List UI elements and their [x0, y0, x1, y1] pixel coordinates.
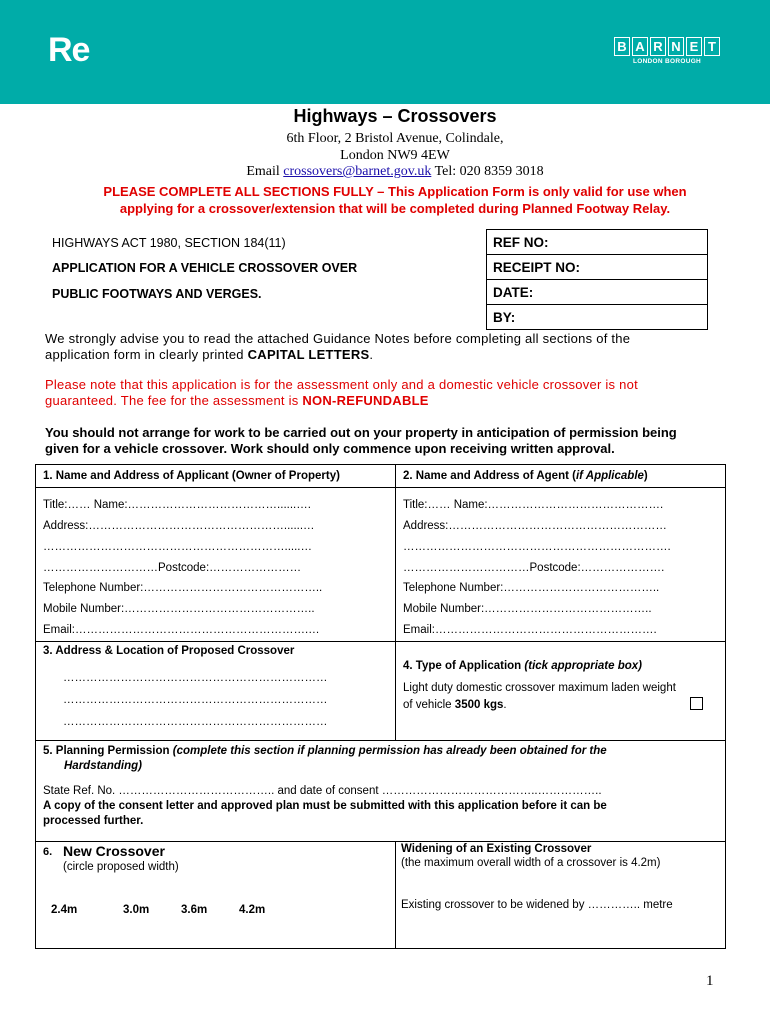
address-line-2: London NW9 4EW — [340, 148, 450, 163]
divider-v1 — [395, 465, 396, 741]
state-ref-field[interactable]: State Ref. No. ………………………………….. and date of consent …………………………………..…………….. — [43, 785, 602, 797]
applicant-address-2[interactable]: ……………………………………………………….....… — [43, 541, 312, 553]
widening-heading: Widening of an Existing Crossover — [401, 843, 592, 855]
section1-heading: 1. Name and Address of Applicant (Owner of Property) — [43, 470, 340, 482]
act-title-2: PUBLIC FOOTWAYS AND VERGES. — [52, 287, 262, 301]
weight-text — [403, 699, 507, 711]
ref-no-field[interactable]: REF NO: — [487, 230, 707, 255]
consent-note-2: processed further. — [43, 815, 144, 827]
logo-letter: B — [614, 37, 630, 56]
advice-emphasis: CAPITAL LETTERS — [247, 347, 370, 362]
advice-period: . — [369, 347, 374, 362]
agent-mobile[interactable]: Mobile Number:…………………………………….. — [403, 603, 652, 615]
width-option-2-4[interactable]: 2.4m — [51, 904, 78, 916]
section2-heading — [403, 470, 648, 482]
logo-subtitle: LONDON BOROUGH — [632, 58, 702, 65]
agent-postcode[interactable]: ……………………………Postcode:…………………. — [403, 562, 665, 574]
divider-h4 — [36, 841, 725, 842]
consent-note-1: A copy of the consent letter and approved plan must be submitted with this application before it can be — [43, 800, 607, 812]
contact-line — [0, 164, 770, 180]
by-field[interactable]: BY: — [493, 310, 516, 325]
width-option-3-6[interactable]: 3.6m — [181, 904, 208, 916]
caution-paragraph — [45, 425, 715, 457]
barnet-logo — [614, 37, 720, 65]
applicant-telephone[interactable]: Telephone Number:……………………………………….. — [43, 582, 323, 594]
office-use-box — [486, 229, 708, 330]
email-link[interactable]: crossovers@barnet.gov.uk — [283, 164, 432, 179]
agent-telephone[interactable]: Telephone Number:………………………………….. — [403, 582, 660, 594]
weight-prefix: of vehicle — [403, 699, 452, 711]
act-reference: HIGHWAYS ACT 1980, SECTION 184(11) — [52, 236, 286, 250]
weight-value: 3500 kgs — [454, 699, 504, 711]
address-line-1: 6th Floor, 2 Bristol Avenue, Colindale, — [286, 131, 504, 146]
section4-heading-italic: (tick appropriate box) — [524, 660, 642, 672]
divider-h1 — [36, 487, 725, 488]
logo-letter: T — [704, 37, 720, 56]
section6-number: 6. — [43, 846, 53, 858]
section4-heading — [403, 660, 642, 672]
warning-text — [60, 183, 730, 217]
warning-line-2: applying for a crossover/extension that will be completed during Planned Footway Relay. — [119, 201, 671, 216]
location-line-3[interactable]: …………………………………………………………… — [63, 716, 328, 728]
divider-h3 — [36, 740, 725, 741]
light-duty-checkbox[interactable] — [690, 697, 703, 710]
telephone: Tel: 020 8359 3018 — [434, 164, 544, 179]
section2-heading-close: ) — [643, 470, 648, 482]
logo-letter: A — [632, 37, 648, 56]
divider-h2 — [36, 641, 725, 642]
applicant-title-name[interactable]: Title:…… Name:…………………………………......…. — [43, 499, 311, 511]
applicant-mobile[interactable]: Mobile Number:………………………………………….. — [43, 603, 315, 615]
light-duty-text: Light duty domestic crossover maximum laden weight — [403, 682, 676, 694]
width-option-4-2[interactable]: 4.2m — [239, 904, 266, 916]
advice-text: application form in clearly printed — [45, 347, 244, 362]
page-number: 1 — [706, 973, 714, 989]
section5-heading-italic-2: Hardstanding) — [64, 760, 142, 772]
widening-field[interactable]: Existing crossover to be widened by ………….. metre — [401, 899, 673, 911]
notice-paragraph — [45, 377, 715, 409]
email-prefix: Email — [246, 164, 280, 179]
notice-line-1: Please note that this application is for the assessment only and a domestic vehicle crossover is not — [45, 377, 638, 392]
section4-heading-text: 4. Type of Application — [403, 660, 522, 672]
notice-text: guaranteed. The fee for the assessment is — [45, 393, 299, 408]
re-logo: Re — [48, 31, 90, 69]
location-line-2[interactable]: …………………………………………………………… — [63, 694, 328, 706]
agent-title-name[interactable]: Title:…… Name:………………………………………. — [403, 499, 664, 511]
advice-line-1: We strongly advise you to read the attached Guidance Notes before completing all sections of the — [45, 331, 631, 346]
advice-line-2 — [45, 347, 715, 363]
date-field[interactable]: DATE: — [487, 280, 707, 305]
logo-letter: N — [668, 37, 684, 56]
receipt-no-field[interactable]: RECEIPT NO: — [487, 255, 707, 280]
section2-heading-italic: if Applicable — [575, 470, 644, 482]
width-option-3-0[interactable]: 3.0m — [123, 904, 150, 916]
section2-heading-text: 2. Name and Address of Agent ( — [403, 470, 576, 482]
weight-period: . — [503, 699, 507, 711]
logo-letter: E — [686, 37, 702, 56]
page-title: Highways – Crossovers — [293, 106, 497, 126]
header-banner — [0, 0, 770, 104]
caution-line-1: You should not arrange for work to be carried out on your property in anticipation of permission being — [45, 425, 677, 440]
advice-paragraph — [45, 331, 715, 363]
widening-subheading: (the maximum overall width of a crossover is 4.2m) — [401, 857, 661, 869]
section5-heading — [43, 744, 718, 774]
section3-heading: 3. Address & Location of Proposed Crossover — [43, 645, 295, 657]
notice-line-2 — [45, 393, 715, 409]
location-line-1[interactable]: …………………………………………………………… — [63, 672, 328, 684]
agent-address[interactable]: Address:………………………………………………… — [403, 520, 667, 532]
warning-line-1: PLEASE COMPLETE ALL SECTIONS FULLY – This Application Form is only valid for use when — [103, 184, 687, 199]
agent-address-2[interactable]: ……………………………………………………………. — [403, 541, 671, 553]
section6-heading: New Crossover — [63, 843, 165, 859]
logo-letter: R — [650, 37, 666, 56]
section5-heading-text: 5. Planning Permission — [43, 745, 170, 757]
section6-subheading: (circle proposed width) — [63, 861, 179, 873]
application-form — [35, 464, 726, 949]
section5-heading-italic: (complete this section if planning permission has already been obtained for the — [172, 745, 607, 757]
caution-line-2: given for a vehicle crossover. Work should only commence upon receiving written approval. — [45, 441, 615, 456]
agent-email[interactable]: Email:…………………………………………………. — [403, 624, 657, 636]
divider-v2 — [395, 841, 396, 948]
notice-emphasis: NON-REFUNDABLE — [302, 393, 429, 408]
applicant-postcode[interactable]: …………………………Postcode:…………………… — [43, 562, 302, 574]
applicant-email[interactable]: Email:…………………………………………………….… — [43, 624, 320, 636]
act-title-1: APPLICATION FOR A VEHICLE CROSSOVER OVER — [52, 261, 358, 275]
applicant-address[interactable]: Address:……………………………………………......… — [43, 520, 315, 532]
